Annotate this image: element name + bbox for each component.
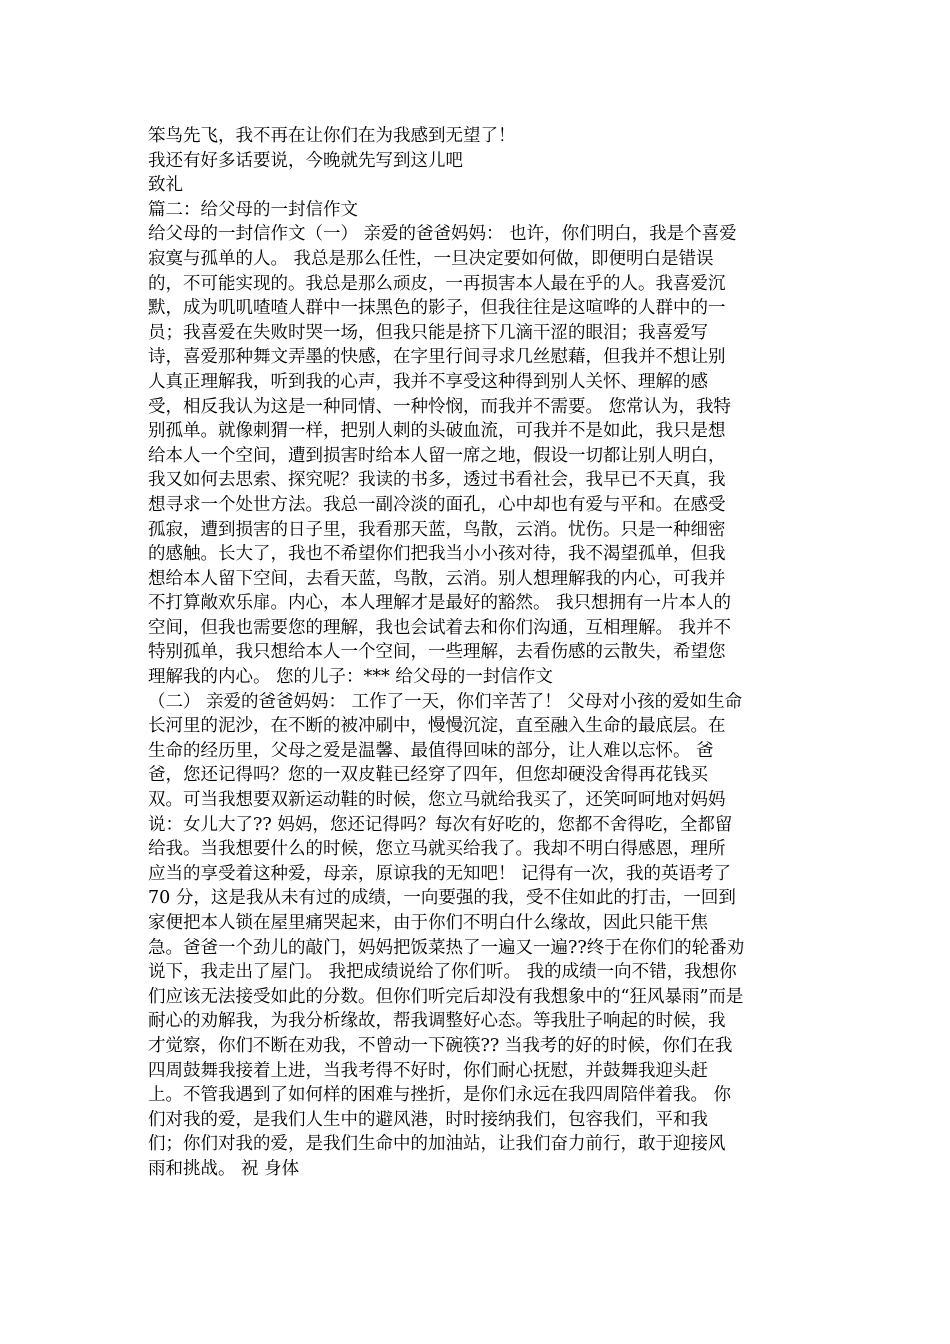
text-line: 70 分，这是我从未有过的成绩，一向要强的我，受不住如此的打击，一回到 [148,888,736,909]
text-line: 双。可当我想要双新运动鞋的时候，您立马就给我买了，还笑呵呵地对妈妈 [148,790,726,811]
text-line: 致礼 [148,175,183,196]
text-line: 爸，您还记得吗？您的一双皮鞋已经穿了四年，但您却硬没舍得再花钱买 [148,765,708,786]
document-body [148,124,808,1182]
text-line: 才觉察，你们不断在劝我，不曾动一下碗筷?? 当我考的好的时候，你们在我 [148,1035,733,1056]
text-line: 四周鼓舞我接着上进，当我考得不好时，你们耐心抚慰，并鼓舞我迎头赶 [148,1060,708,1081]
text-line: 雨和挑战。 祝 身体 [148,1158,300,1179]
text-line: 我又如何去思索、探究呢？我读的书多，透过书看社会，我早已不天真，我 [148,470,726,491]
text-line: 长河里的泥沙，在不断的被冲刷中，慢慢沉淀，直至融入生命的最底层。在 [148,716,726,737]
text-line: 孤寂，遭到损害的日子里，我看那天蓝，鸟散，云消。忧伤。只是一种细密 [148,519,726,540]
text-line: 说下，我走出了屋门。 我把成绩说给了你们听。 我的成绩一向不错，我想你 [148,962,737,983]
text-line: 空间，但我也需要您的理解，我也会试着去和你们沟通，互相理解。 我并不 [148,617,732,638]
text-line: 的，不可能实现的。我总是那么顽皮，一再损害本人最在乎的人。我喜爱沉 [148,273,726,294]
text-line: 耐心的劝解我，为我分析缘故，帮我调整好心态。等我肚子响起的时候，我 [148,1011,726,1032]
text-line: 说：女儿大了?? 妈妈，您还记得吗？每次有好吃的，您都不舍得吃，全都留 [148,814,733,835]
text-line: 们；你们对我的爱，是我们生命中的加油站，让我们奋力前行，敢于迎接风 [148,1134,726,1155]
text-line: 家便把本人锁在屋里痛哭起来，由于你们不明白什么缘故，因此只能干焦 [148,913,708,933]
text-line: 应当的享受着这种爱，母亲，原谅我的无知吧！ 记得有一次，我的英语考了 [148,863,732,884]
text-line: 生命的经历里，父母之爱是温馨、最值得回味的部分，让人难以忘怀。 爸 [148,740,714,761]
text-line: 人真正理解我，听到我的心声，我并不享受这种得到别人关怀、理解的感 [148,371,708,392]
text-line: 想寻求一个处世方法。我总一副冷淡的面孔，心中却也有爱与平和。在感受 [148,494,726,515]
text-line: 员；我喜爱在失败时哭一场，但我只能是挤下几滴干涩的眼泪；我喜爱写 [148,322,708,343]
text-line: 给本人一个空间，遭到损害时给本人留一席之地，假设一切都让别人明白， [148,445,726,466]
text-line: 的感触。长大了，我也不希望你们把我当小小孩对待，我不渴望孤单，但我 [148,544,726,565]
text-line: 急。爸爸一个劲儿的敲门，妈妈把饭菜热了一遍又一遍??终于在你们的轮番劝 [148,937,745,958]
text-line: 特别孤单，我只想给本人一个空间，一些理解，去看伤感的云散失，希望您 [148,642,726,663]
text-line: 们应该无法接受如此的分数。但你们听完后却没有我想象中的“狂风暴雨”而是 [148,986,744,1007]
text-line: 不打算敞欢乐扉。内心，本人理解才是最好的豁然。 我只想拥有一片本人的 [148,593,732,614]
text-line: （二） 亲爱的爸爸妈妈： 工作了一天，你们辛苦了！ 父母对小孩的爱如生命 [148,691,743,712]
text-line: 默，成为叽叽喳喳人群中一抹黑色的影子，但我往往是这喧哗的人群中的一 [148,298,726,319]
text-line: 别孤单。就像刺猬一样，把别人刺的头破血流，可我并不是如此，我只是想 [148,421,726,442]
text-line: 篇二：给父母的一封信作文 [148,199,358,220]
text-line: 笨鸟先飞，我不再在让你们在为我感到无望了！ [148,126,516,146]
text-line: 受，相反我认为这是一种同情、一种怜悯，而我并不需要。 您常认为，我特 [148,396,732,417]
text-line: 理解我的内心。 您的儿子：*** 给父母的一封信作文 [148,667,553,688]
text-line: 给我。当我想要什么的时候，您立马就买给我了。我却不明白得感恩，理所 [148,839,726,860]
text-line: 寂寞与孤单的人。 我总是那么任性，一旦决定要如何做，即便明白是错误 [148,248,714,269]
text-line: 们对我的爱，是我们人生中的避风港，时时接纳我们，包容我们，平和我 [148,1109,708,1130]
text-line: 我还有好多话要说，今晚就先写到这儿吧 [148,150,463,171]
text-line: 给父母的一封信作文（一） 亲爱的爸爸妈妈： 也许，你们明白，我是个喜爱 [148,224,737,245]
text-line: 诗，喜爱那种舞文弄墨的快感，在字里行间寻求几丝慰藉，但我并不想让别 [148,347,726,368]
text-line: 想给本人留下空间，去看天蓝，鸟散，云消。别人想理解我的内心，可我并 [148,568,726,589]
text-line: 上。不管我遇到了如何样的困难与挫折，是你们永远在我四周陪伴着我。 你 [148,1085,732,1106]
